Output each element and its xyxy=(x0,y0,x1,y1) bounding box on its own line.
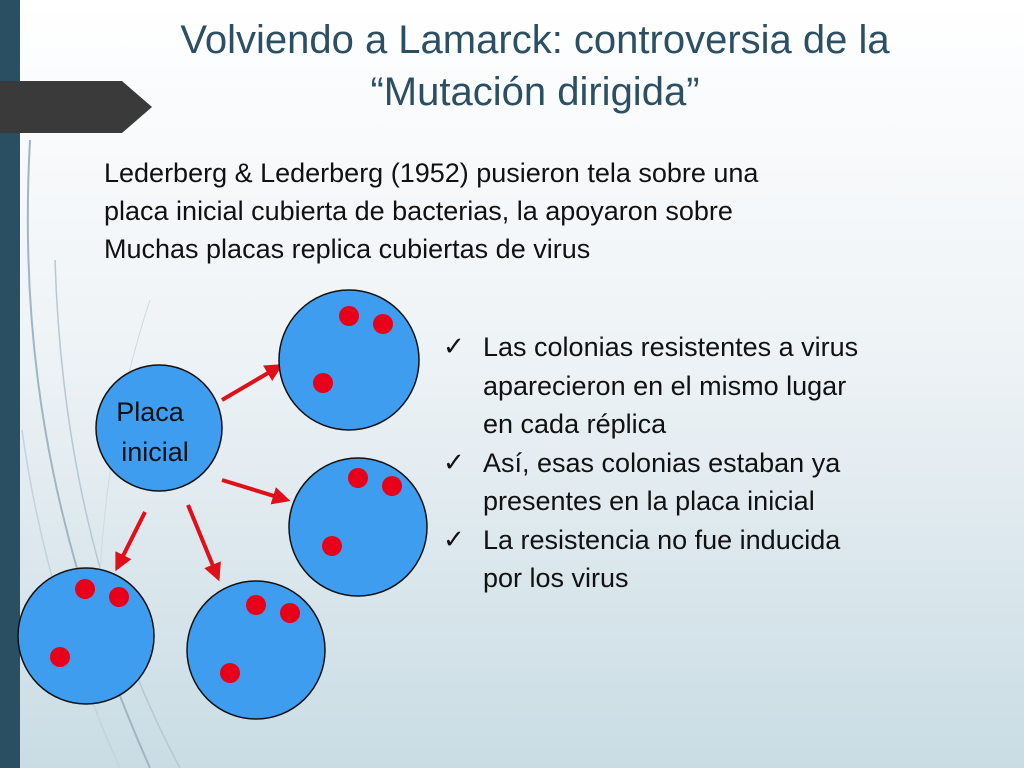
colony xyxy=(280,603,300,623)
colony xyxy=(50,647,70,667)
intro-line-3: Muchas placas replica cubiertas de virus xyxy=(104,234,591,264)
initial-plate-label-line-1: Placa xyxy=(116,397,184,427)
arrow-to-replica-bottom-middle xyxy=(188,505,218,578)
colony xyxy=(382,476,402,496)
conclusions-list xyxy=(443,328,983,598)
initial-plate-label-line-2: inicial xyxy=(121,437,189,467)
colony xyxy=(322,536,342,556)
replica-plate-bottom-middle xyxy=(187,581,325,719)
colony xyxy=(348,468,368,488)
title-line-2: “Mutación dirigida” xyxy=(370,70,700,114)
checkmark-icon: ✓ xyxy=(443,332,465,362)
arrow-to-replica-top xyxy=(222,366,280,400)
list-item: ✓ Así, esas colonias estaban ya presentes en la placa inicial xyxy=(443,444,983,521)
colony xyxy=(246,595,266,615)
replica-plate-right xyxy=(289,458,427,596)
list-item: ✓ La resistencia no fue inducida por los virus xyxy=(443,521,983,598)
colony xyxy=(313,373,333,393)
colony xyxy=(75,579,95,599)
intro-line-1: Lederberg & Lederberg (1952) pusieron tela sobre una xyxy=(104,158,759,188)
colony xyxy=(373,314,393,334)
colony xyxy=(339,306,359,326)
title-line-1: Volviendo a Lamarck: controversia de la xyxy=(180,18,890,62)
colony xyxy=(220,663,240,683)
list-item: ✓ Las colonias resistentes a virus aparecieron en el mismo lugar en cada réplica xyxy=(443,328,983,444)
colony xyxy=(109,587,129,607)
arrow-to-replica-right xyxy=(222,480,287,500)
replica-plate-bottom-left xyxy=(18,568,154,704)
checkmark-icon: ✓ xyxy=(443,447,465,478)
initial-plate xyxy=(96,365,222,491)
checkmark-icon: ✓ xyxy=(443,524,465,555)
arrow-to-replica-bottom-left xyxy=(117,512,145,568)
intro-line-2: placa inicial cubierta de bacterias, la apoyaron sobre xyxy=(104,196,733,226)
replica-plate-top xyxy=(279,290,419,430)
